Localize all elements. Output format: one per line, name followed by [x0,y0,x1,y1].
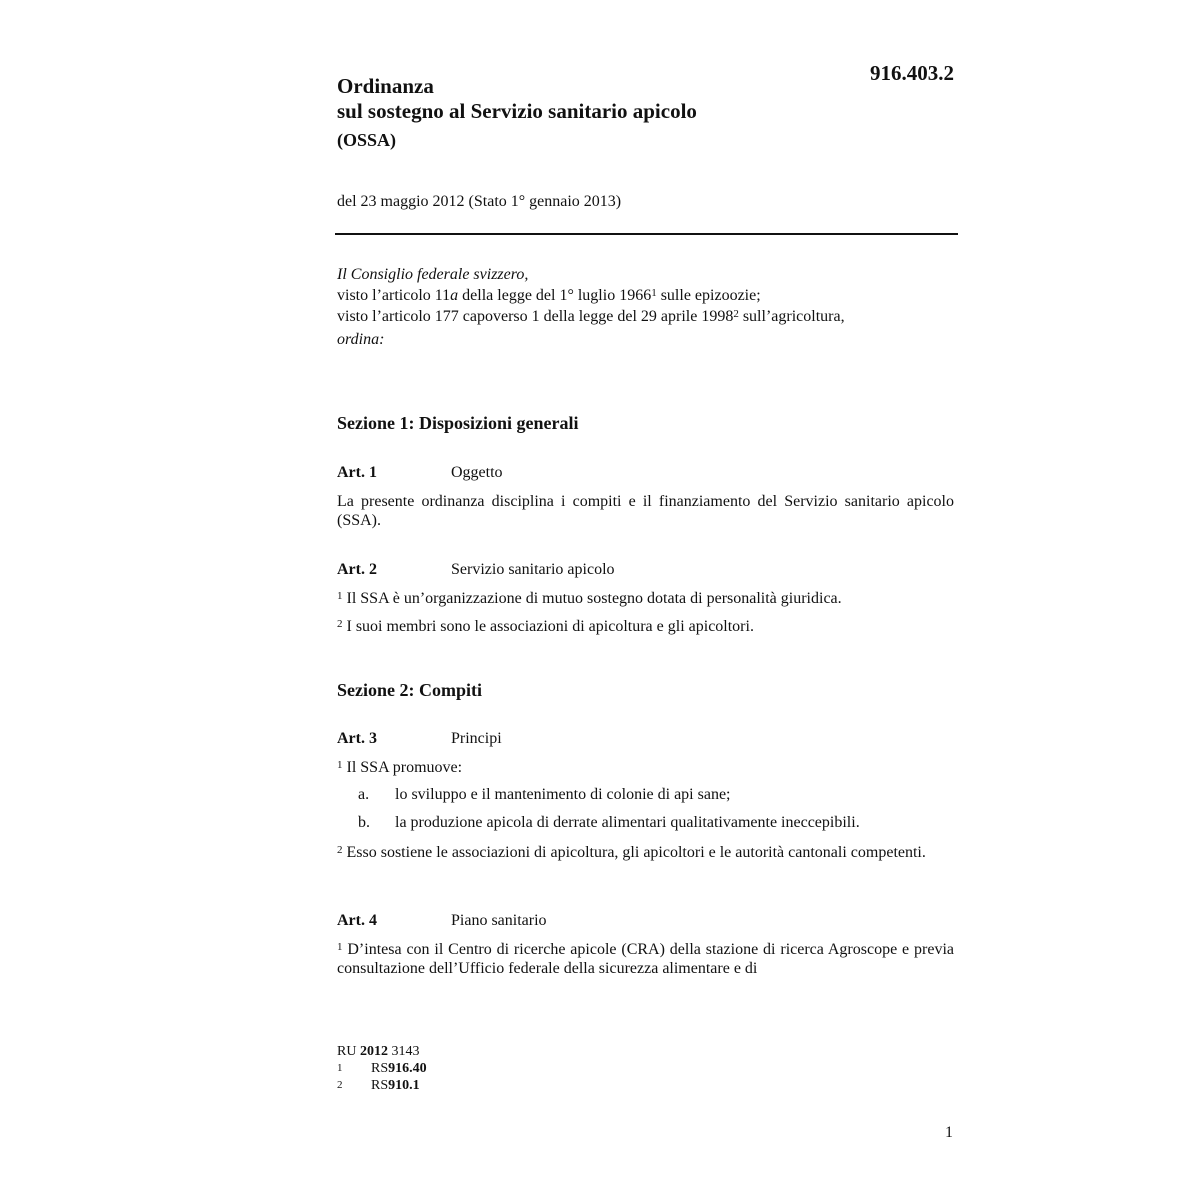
page-number: 1 [945,1124,953,1141]
preamble-line-1: visto l’articolo 11a della legge del 1° luglio 1966$^1$ sulle epizoozie; [337,287,761,304]
article-3-item-b: b. la produzione apicola di derrate alimentari qualitativamente ineccepibili. [358,814,860,831]
preamble-authority: Il Consiglio federale svizzero, [337,266,529,283]
footnote-2: 2 RS 910.1 [337,1078,420,1093]
article-2-heading: Art. 2 Servizio sanitario apicolo [337,561,615,578]
preamble-ordina: ordina: [337,331,385,348]
sr-number: 916.403.2 [870,61,954,85]
article-4-para-1: $^1$ D’intesa con il Centro di ricerche apicole (CRA) della stazione di ricerca Agroscope e previa consultazione dell’Ufficio federale della sicurezza alimentare e di [337,941,954,977]
footnote-1: 1 RS 916.40 [337,1061,427,1076]
footnote-ref-2[interactable]: 2 [733,308,739,320]
section-2-heading: Sezione 2: Compiti [337,680,482,700]
header-divider [335,233,958,235]
article-4-heading: Art. 4 Piano sanitario [337,912,547,929]
document-title [337,74,697,153]
title-abbreviation: (OSSA) [337,130,397,150]
article-3-heading: Art. 3 Principi [337,730,502,747]
article-1-heading: Art. 1 Oggetto [337,464,503,481]
official-compilation-ref: RU 2012 3143 [337,1044,420,1059]
article-3-item-a: a. lo sviluppo e il mantenimento di colonie di api sane; [358,786,731,803]
article-2-para-1: $^1$ Il SSA è un’organizzazione di mutuo sostegno dotata di personalità giuridica. [337,590,842,607]
article-2-para-2: $^2$ I suoi membri sono le associazioni di apicoltura e gli apicoltori. [337,618,754,635]
footnote-ref-1[interactable]: 1 [651,287,657,299]
document-date: del 23 maggio 2012 (Stato 1° gennaio 2013) [337,193,622,210]
title-line-1: Ordinanza [337,74,434,98]
preamble-line-2: visto l’articolo 177 capoverso 1 della legge del 29 aprile 1998$^2$ sull’agricoltura, [337,308,845,325]
article-1-text: La presente ordinanza disciplina i compiti e il finanziamento del Servizio sanitario apicolo (SSA). [337,493,954,529]
section-1-heading: Sezione 1: Disposizioni generali [337,413,579,433]
article-3-para-1: $^1$ Il SSA promuove: [337,759,463,776]
title-line-2: sul sostegno al Servizio sanitario apicolo [337,99,697,123]
article-3-para-2: $^2$ Esso sostiene le associazioni di apicoltura, gli apicoltori e le autorità cantonali competenti. [337,844,926,861]
preamble [337,264,957,350]
footnotes [337,1043,427,1094]
